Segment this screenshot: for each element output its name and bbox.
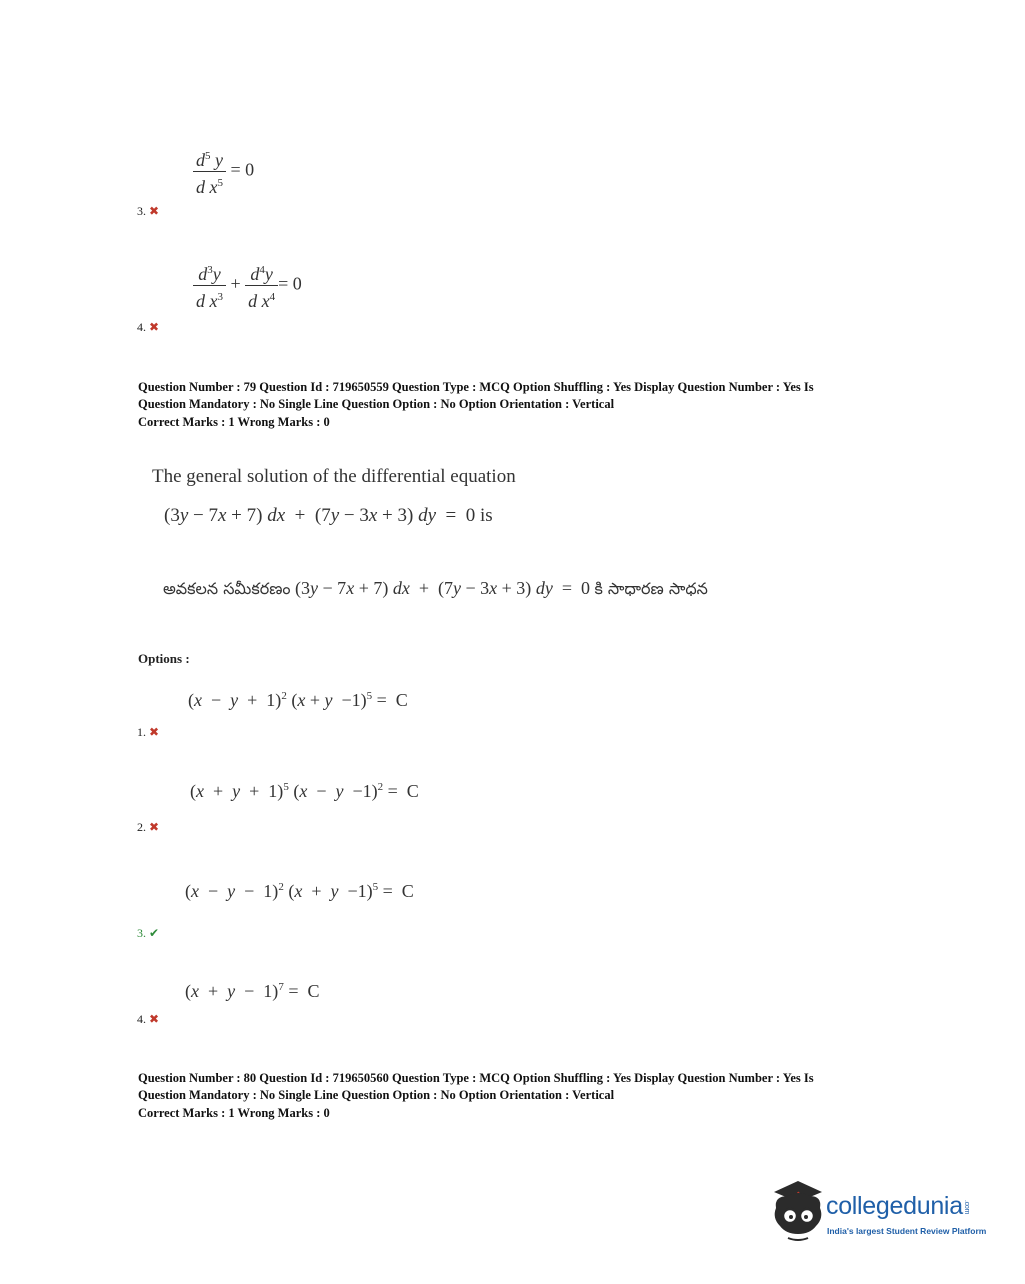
wrong-icon: ✖ bbox=[149, 1012, 160, 1026]
logo-tagline: India's largest Student Review Platform bbox=[827, 1226, 987, 1236]
mascot-icon bbox=[766, 1178, 828, 1244]
question-79-stem-english: The general solution of the differential equation bbox=[152, 466, 516, 487]
question-79-stem-telugu: అవకలన సమీకరణం (3y − 7x + 7) dx + (7y − 3x + 3) dy = 0 కి సాధారణ సాధన bbox=[163, 578, 708, 598]
option-3-formula: $(x - y - 1)^2$ $(x + y -1)^5 = C$ bbox=[185, 881, 414, 901]
check-icon: ✔ bbox=[149, 926, 160, 940]
option-2-formula: $(x + y + 1)^5$ $(x - y -1)^2 = C$ bbox=[190, 781, 419, 801]
options-label: Options : bbox=[138, 651, 190, 666]
question-79-equation: (3y − 7x + 7) dx + (7y − 3x + 3) dy = 0 is bbox=[164, 505, 493, 526]
option-2[interactable]: 2. ✖ bbox=[137, 820, 160, 834]
logo-wordmark: collegedunia.com bbox=[826, 1192, 970, 1220]
wrong-icon: ✖ bbox=[149, 320, 160, 334]
question-79-meta: Question Number : 79 Question Id : 719650559 Question Type : MCQ Option Shuffling : Yes Display Question Number : Yes Is Question Mandatory : No Single Line Question Option : No Option Orientation : Vertical Correct Marks : 1 Wrong Marks : 0 bbox=[138, 380, 814, 429]
question-80-meta: Question Number : 80 Question Id : 719650560 Question Type : MCQ Option Shuffling : Yes Display Question Number : Yes Is Question Mandatory : No Single Line Question Option : No Option Orientation : Vertical Correct Marks : 1 Wrong Marks : 0 bbox=[138, 1071, 814, 1120]
collegedunia-logo bbox=[766, 1178, 996, 1248]
option-4-formula: $(x + y - 1)^7 = C$ bbox=[185, 981, 320, 1001]
option-1[interactable]: 1. ✖ bbox=[137, 725, 160, 739]
option-1-formula: $(x - y + 1)^2$ $(x + y -1)^5 = C$ bbox=[188, 690, 408, 710]
wrong-icon: ✖ bbox=[149, 725, 160, 739]
prev-option-4-formula: $\frac{d^3y}{d x^3}$ + $\frac{d^4y}{d x^4}$ = 0 bbox=[193, 259, 302, 312]
prev-option-3-number: 3. ✖ bbox=[137, 204, 160, 218]
wrong-icon: ✖ bbox=[149, 204, 160, 218]
wrong-icon: ✖ bbox=[149, 820, 160, 834]
option-3[interactable]: 3. ✔ bbox=[137, 926, 160, 940]
prev-option-4-number: 4. ✖ bbox=[137, 320, 160, 334]
option-4[interactable]: 4. ✖ bbox=[137, 1012, 160, 1026]
prev-option-3-formula: $\frac{d^5 y}{d x^5}$ = 0 bbox=[193, 145, 254, 198]
